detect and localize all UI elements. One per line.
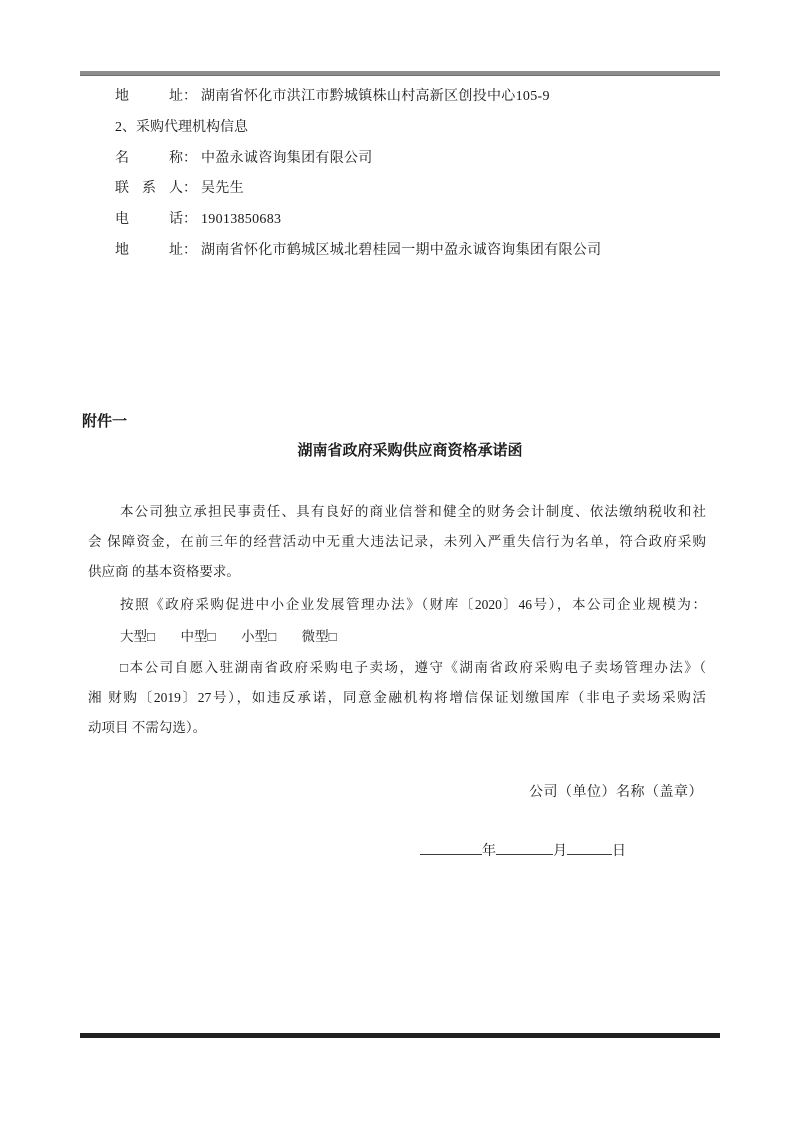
person-value: 吴先生 (201, 181, 244, 197)
paragraph-line: 动项目 不需勾选）。 (88, 720, 207, 735)
section-heading-agency-info: 2、采购代理机构信息 (115, 119, 248, 135)
paragraph-line: 湘 财购〔2019〕27号），如违反承诺，同意金融机构将增信保证划缴国库（非电子卖场采购活 (88, 690, 706, 705)
contact-block (115, 82, 715, 267)
size-option-small (241, 629, 276, 644)
contact-row-address1 (115, 82, 715, 113)
size-option-micro (302, 629, 337, 644)
phone-value: 19013850683 (201, 212, 282, 228)
label-colon: ： (183, 181, 197, 197)
label-colon: ： (183, 150, 197, 166)
checkbox-medium[interactable]: □ (207, 629, 216, 644)
blank-year[interactable] (420, 840, 482, 855)
size-option-large (120, 629, 155, 644)
address-value: 湖南省怀化市洪江市黔城镇株山村高新区创投中心105-9 (201, 89, 550, 104)
contact-row-phone (115, 205, 715, 236)
contact-row-name (115, 144, 715, 175)
footer-rule (80, 1033, 720, 1038)
checkbox-micro[interactable]: □ (328, 629, 337, 644)
paragraph-marketplace-optin (88, 653, 706, 743)
label-colon: ： (183, 212, 197, 228)
day-suffix: 日 (612, 844, 626, 859)
paragraph-line: 本公司独立承担民事责任、具有良好的商业信誉和健全的财务会计制度、依法缴纳税收和社 (120, 504, 706, 519)
address-label: 地址 (115, 242, 183, 258)
name-label: 名称 (115, 150, 183, 166)
name-value: 中盈永诚咨询集团有限公司 (201, 150, 373, 166)
person-label: 联系人 (115, 181, 183, 197)
month-suffix: 月 (553, 844, 567, 859)
paragraph-text: 本公司自愿入驻湖南省政府采购电子卖场，遵守《湖南省政府采购电子卖场管理办法》（ (129, 660, 707, 675)
attachment-label: 附件一 (82, 414, 128, 430)
address-value: 湖南省怀化市鹤城区城北碧桂园一期中盈永诚咨询集团有限公司 (201, 242, 602, 258)
paragraph-line (88, 653, 706, 683)
paragraph-line: 会 保障资金，在前三年的经营活动中无重大违法记录，未列入严重失信行为名单，符合政府采购 (88, 534, 706, 549)
label-colon: ： (183, 242, 197, 258)
checkbox-small[interactable]: □ (268, 629, 277, 644)
blank-day[interactable] (567, 840, 612, 855)
label-colon: ： (183, 89, 197, 104)
contact-row-person (115, 174, 715, 205)
year-suffix: 年 (482, 844, 496, 859)
paragraph-line: 按照《政府采购促进中小企业发展管理办法》（财库〔2020〕46号），本公司企业规模为： (120, 597, 706, 612)
signature-label: 公司（单位）名称（盖章） (529, 785, 703, 800)
checkbox-marketplace-optin[interactable]: □ (120, 660, 130, 675)
blank-month[interactable] (496, 840, 553, 855)
contact-row-address2 (115, 236, 715, 267)
size-option-label: 中型 (180, 629, 208, 644)
size-option-label: 小型 (241, 629, 269, 644)
enterprise-size-options (120, 622, 359, 652)
paragraph-qualification (88, 497, 706, 587)
size-option-label: 微型 (301, 629, 329, 644)
document-title: 湖南省政府采购供应商资格承诺函 (297, 443, 523, 459)
paragraph-enterprise-scale (88, 590, 706, 620)
header-rule (80, 71, 720, 76)
address-label: 地址 (115, 89, 183, 104)
checkbox-large[interactable]: □ (147, 629, 156, 644)
size-option-medium (181, 629, 216, 644)
paragraph-line: 供应商 的基本资格要求。 (88, 564, 240, 579)
phone-label: 电话 (115, 212, 183, 228)
size-option-label: 大型 (120, 629, 147, 644)
date-line (420, 840, 626, 860)
